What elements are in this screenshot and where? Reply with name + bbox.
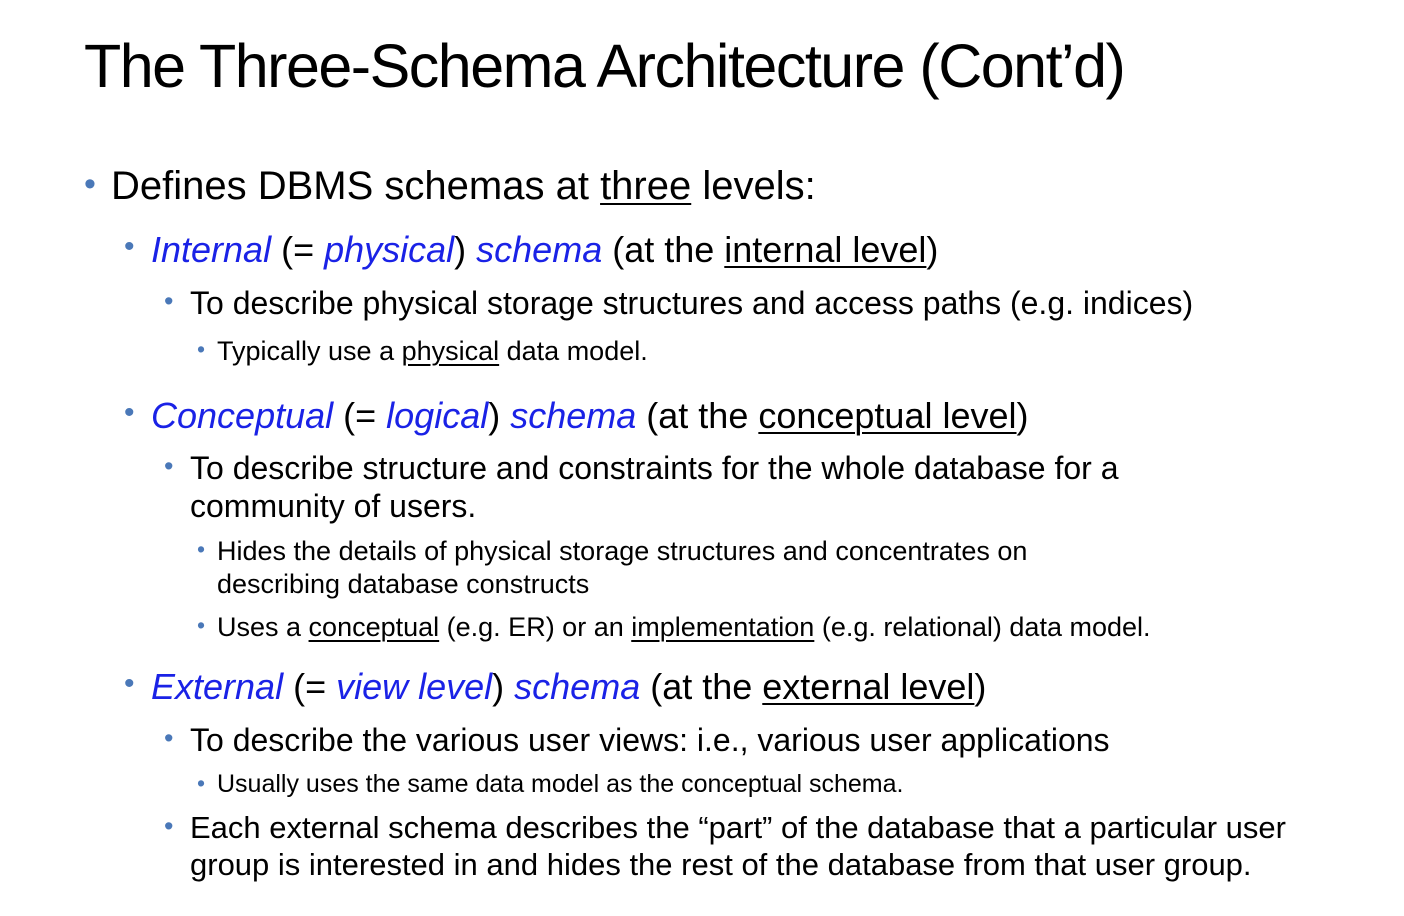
conceptual-description-line2: community of users. bbox=[190, 488, 477, 524]
internal-level-underlined: internal level bbox=[724, 229, 927, 270]
bullet-external: • bbox=[124, 667, 135, 700]
bullet-conceptual-sub1: • bbox=[164, 451, 174, 481]
external-description: To describe the various user views: i.e., various user applications bbox=[190, 722, 1110, 758]
bullet-conceptual: • bbox=[124, 396, 135, 429]
three-underlined: three bbox=[600, 164, 692, 208]
bullet-external-schema: External (= view level) schema (at the external level) bbox=[151, 666, 987, 707]
slide-title: The Three-Schema Architecture (Cont’d) bbox=[84, 32, 1125, 100]
external-level-underlined: external level bbox=[762, 666, 975, 707]
bullet-internal-schema: Internal (= physical) schema (at the internal level) bbox=[151, 229, 939, 270]
external-model-note: Usually uses the same data model as the conceptual schema. bbox=[217, 770, 904, 798]
internal-model-note: Typically use a physical data model. bbox=[217, 336, 648, 366]
conceptual-description-line1: To describe structure and constraints for the whole database for a bbox=[190, 450, 1119, 486]
bullet-defines-schemas: Defines DBMS schemas at three levels: bbox=[111, 164, 816, 208]
conceptual-hides-line1: Hides the details of physical storage structures and concentrates on bbox=[217, 536, 1028, 566]
bullet-internal: • bbox=[124, 230, 135, 263]
conceptual-level-underlined: conceptual level bbox=[758, 395, 1017, 436]
conceptual-hides-line2: describing database constructs bbox=[217, 569, 590, 599]
bullet-internal-sub2: • bbox=[197, 336, 206, 362]
conceptual-model-note: Uses a conceptual (e.g. ER) or an implementation (e.g. relational) data model. bbox=[217, 612, 1151, 642]
external-part-line2: group is interested in and hides the rest of the database from that user group. bbox=[190, 847, 1252, 882]
bullet-external-sub3: • bbox=[164, 811, 174, 841]
bullet-level1: • bbox=[84, 165, 96, 203]
internal-description: To describe physical storage structures and access paths (e.g. indices) bbox=[190, 285, 1194, 321]
bullet-external-sub2: • bbox=[197, 770, 206, 796]
bullet-conceptual-sub2: • bbox=[197, 536, 206, 562]
bullet-internal-sub1: • bbox=[164, 286, 174, 316]
bullet-conceptual-sub3: • bbox=[197, 612, 206, 638]
bullet-external-sub1: • bbox=[164, 723, 174, 753]
bullet-conceptual-schema: Conceptual (= logical) schema (at the conceptual level) bbox=[151, 395, 1029, 436]
external-part-line1: Each external schema describes the “part” of the database that a particular user bbox=[190, 810, 1286, 845]
